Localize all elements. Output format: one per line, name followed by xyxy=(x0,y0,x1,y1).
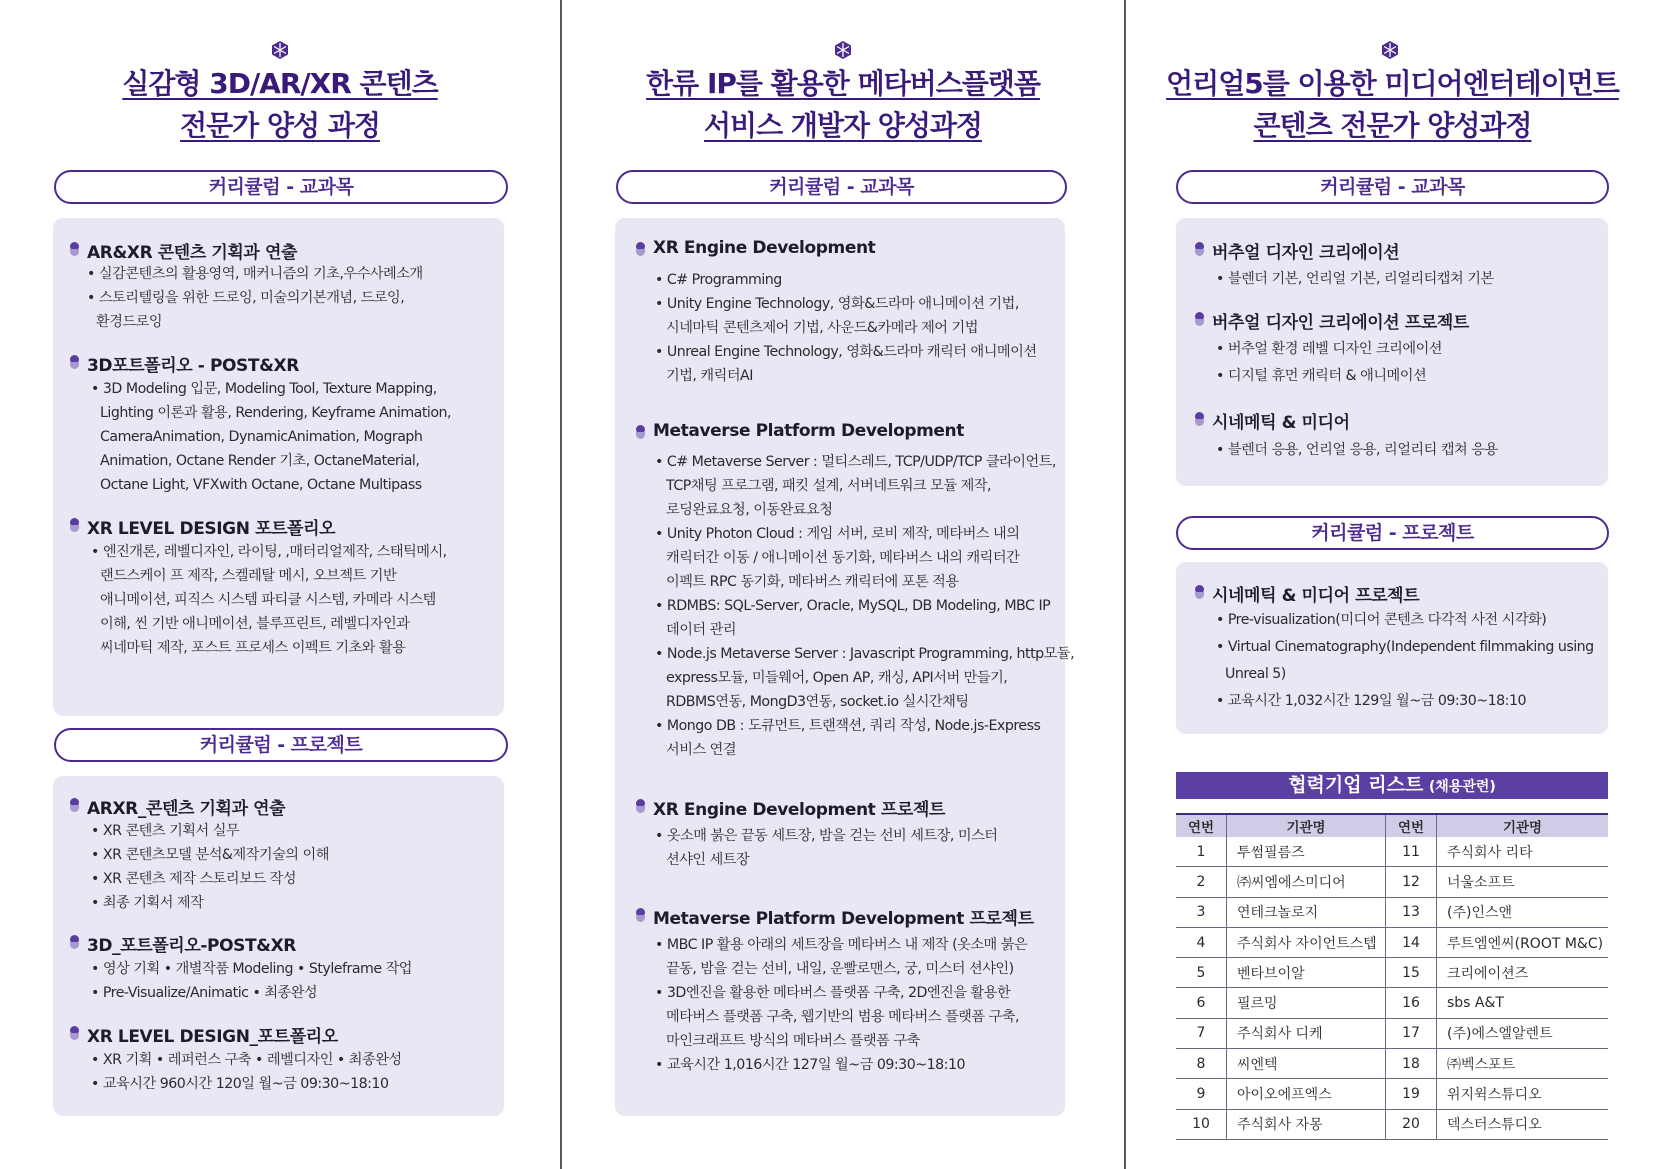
partner-name: (주)인스앤 xyxy=(1437,897,1609,927)
column-header: 연번 xyxy=(1176,814,1227,837)
table-row xyxy=(1176,988,1608,1018)
table-row xyxy=(1176,1049,1608,1079)
table-row xyxy=(1176,1018,1608,1048)
item-text: Animation, Octane Render 기초, OctaneMaterial, xyxy=(100,453,420,469)
item-text: • 교육시간 1,032시간 129일 월~금 09:30~18:10 xyxy=(1216,693,1527,709)
table-row xyxy=(1176,958,1608,988)
projects-box xyxy=(53,776,504,1116)
item-text: • 디지털 휴먼 캐릭터 & 애니메이션 xyxy=(1216,368,1427,384)
column-header: 연번 xyxy=(1386,814,1437,837)
partner-name: 투썸필름즈 xyxy=(1227,837,1386,867)
partner-number: 13 xyxy=(1386,897,1437,927)
table-row xyxy=(1176,927,1608,957)
partner-name: ㈜씨엠에스미디어 xyxy=(1227,867,1386,897)
partner-name: 필르밍 xyxy=(1227,988,1386,1018)
item-text: • 엔진개론, 레벨디자인, 라이팅, ,매터리얼제작, 스태틱메시, xyxy=(91,544,447,560)
item-text: • 영상 기획 • 개별작품 Modeling • Styleframe 작업 xyxy=(91,961,412,977)
course-title: 한류 IP를 활용한 메타버스플랫폼 서비스 개발자 양성과정 xyxy=(646,67,1040,142)
item-text: • 교육시간 960시간 120일 월~금 09:30~18:10 xyxy=(91,1076,389,1092)
subjects-box xyxy=(53,218,504,716)
partner-number: 1 xyxy=(1176,837,1227,867)
item-text: • XR 콘텐츠모델 분석&제작기술의 이해 xyxy=(91,847,329,863)
partner-name: 주식회사 자몽 xyxy=(1227,1109,1386,1139)
partner-number: 14 xyxy=(1386,927,1437,957)
item-text: TCP채팅 프로그램, 패킷 설계, 서버네트워크 모듈 제작, xyxy=(666,478,991,494)
item-text: • Pre-Visualize/Animatic • 최종완성 xyxy=(91,985,318,1001)
partner-name: 루트엠엔씨(ROOT M&C) xyxy=(1437,927,1609,957)
column-header: 기관명 xyxy=(1227,814,1386,837)
item-text: • Unreal Engine Technology, 영화&드라마 캐릭터 애니메이션 xyxy=(655,344,1037,360)
item-text: Unreal 5) xyxy=(1225,666,1286,682)
item-text: • XR 콘텐츠 기획서 실무 xyxy=(91,823,240,839)
partner-name: 주식회사 자이언트스텝 xyxy=(1227,927,1386,957)
column-header: 기관명 xyxy=(1437,814,1609,837)
partner-number: 12 xyxy=(1386,867,1437,897)
section-heading: 시네메틱 & 미디어 xyxy=(1212,408,1350,433)
item-text: 데이터 관리 xyxy=(666,622,737,638)
course-column-1 xyxy=(0,0,560,1169)
partner-number: 10 xyxy=(1176,1109,1227,1139)
section-heading: Metaverse Platform Development 프로젝트 xyxy=(653,904,1034,929)
section-heading: 시네메틱 & 미디어 프로젝트 xyxy=(1212,581,1419,606)
item-text: • 최종 기획서 제작 xyxy=(91,895,204,911)
item-text: Lighting 이론과 활용, Rendering, Keyframe Animation, xyxy=(100,405,452,421)
item-text: • 스토리텔링을 위한 드로잉, 미술의기본개념, 드로잉, xyxy=(87,290,405,306)
partner-number: 15 xyxy=(1386,958,1437,988)
section-heading: 3D_포트폴리오-POST&XR xyxy=(87,931,296,956)
item-text: • 교육시간 1,016시간 127일 월~금 09:30~18:10 xyxy=(655,1057,966,1073)
table-row xyxy=(1176,867,1608,897)
curriculum-projects-pill: 커리큘럼 - 프로젝트 xyxy=(54,728,508,762)
curriculum-projects-pill: 커리큘럼 - 프로젝트 xyxy=(1176,516,1609,550)
section-heading: 버추얼 디자인 크리에이션 프로젝트 xyxy=(1212,308,1469,333)
section-heading: Metaverse Platform Development xyxy=(653,421,964,441)
partner-number: 7 xyxy=(1176,1018,1227,1048)
partner-number: 11 xyxy=(1386,837,1437,867)
item-text: • 블렌더 응용, 언리얼 응용, 리얼리티 캡쳐 응용 xyxy=(1216,442,1498,458)
table-row xyxy=(1176,837,1608,867)
item-text: 씨네마틱 제작, 포스트 프로세스 이펙트 기초와 활용 xyxy=(100,640,406,656)
partner-number: 4 xyxy=(1176,927,1227,957)
item-text: RDBMS연동, MongD3연동, socket.io 실시간채팅 xyxy=(666,694,969,710)
partner-name: 아이오에프엑스 xyxy=(1227,1079,1386,1109)
curriculum-subjects-pill: 커리큘럼 - 교과목 xyxy=(616,170,1067,204)
item-text: 서비스 연결 xyxy=(666,742,737,758)
partner-name: 덱스터스튜디오 xyxy=(1437,1109,1609,1139)
partner-name: 너울소프트 xyxy=(1437,867,1609,897)
item-text: 마인크래프트 방식의 메타버스 플랫폼 구축 xyxy=(666,1033,920,1049)
item-text: • XR 기획 • 레퍼런스 구축 • 레벨디자인 • 최종완성 xyxy=(91,1052,402,1068)
partner-name: 크리에이션즈 xyxy=(1437,958,1609,988)
partner-number: 18 xyxy=(1386,1049,1437,1079)
section-heading: XR Engine Development xyxy=(653,238,876,258)
item-text: 기법, 캐릭터AI xyxy=(666,368,753,384)
subjects-box xyxy=(1176,218,1608,486)
partner-name: 벤타브이알 xyxy=(1227,958,1386,988)
partner-number: 16 xyxy=(1386,988,1437,1018)
table-header-row xyxy=(1176,814,1608,837)
emblem-icon xyxy=(270,40,290,60)
emblem-icon xyxy=(833,40,853,60)
partner-number: 19 xyxy=(1386,1079,1437,1109)
partner-name: 주식회사 리타 xyxy=(1437,837,1609,867)
item-text: • Pre-visualization(미디어 콘텐츠 다각적 사전 시각화) xyxy=(1216,612,1547,628)
item-text: • 버추얼 환경 레벨 디자인 크리에이션 xyxy=(1216,341,1442,357)
item-text: • 실감콘텐츠의 활용영역, 매커니즘의 기초,우수사례소개 xyxy=(87,266,423,282)
partners-header xyxy=(1176,772,1608,799)
table-row xyxy=(1176,1079,1608,1109)
section-heading: 버추얼 디자인 크리에이션 xyxy=(1212,238,1399,263)
course-title: 실감형 3D/AR/XR 콘텐츠 전문가 양성 과정 xyxy=(122,67,438,142)
item-text: express모듈, 미들웨어, Open AP, 캐싱, API서버 만들기, xyxy=(666,670,1008,686)
table-row xyxy=(1176,1109,1608,1139)
item-text: • RDMBS: SQL-Server, Oracle, MySQL, DB Modeling, MBC IP xyxy=(655,598,1051,614)
item-text: 메타버스 플랫폼 구축, 웹기반의 범용 메타버스 플랫폼 구축, xyxy=(666,1009,1020,1025)
partner-name: sbs A&T xyxy=(1437,988,1609,1018)
item-text: • 3D엔진을 활용한 메타버스 플랫폼 구축, 2D엔진을 활용한 xyxy=(655,985,1011,1001)
item-text: 애니메이션, 피직스 시스템 파티클 시스템, 카메라 시스템 xyxy=(100,592,436,608)
table-row xyxy=(1176,897,1608,927)
item-text: CameraAnimation, DynamicAnimation, Mograph xyxy=(100,429,423,445)
item-text: 션샤인 세트장 xyxy=(666,852,750,868)
partner-number: 20 xyxy=(1386,1109,1437,1139)
section-heading: XR LEVEL DESIGN_포트폴리오 xyxy=(87,1022,338,1047)
partner-number: 8 xyxy=(1176,1049,1227,1079)
course-title: 언리얼5를 이용한 미디어엔터테이먼트 콘텐츠 전문가 양성과정 xyxy=(1166,67,1619,142)
item-text: • 옷소매 붉은 끝동 세트장, 밤을 걷는 선비 세트장, 미스터 xyxy=(655,828,998,844)
item-text: 이해, 씬 기반 애니메이션, 블루프린트, 레벨디자인과 xyxy=(100,616,410,632)
item-text: • 3D Modeling 입문, Modeling Tool, Texture Mapping, xyxy=(91,381,437,397)
item-text: • Virtual Cinematography(Independent filmmaking using xyxy=(1216,639,1594,655)
partner-name: (주)에스엘알렌트 xyxy=(1437,1018,1609,1048)
item-text: • C# Programming xyxy=(655,272,782,288)
item-text: • Mongo DB : 도큐먼트, 트랜잭션, 쿼리 작성, Node.js-Express xyxy=(655,718,1041,734)
partner-number: 9 xyxy=(1176,1079,1227,1109)
partner-number: 2 xyxy=(1176,867,1227,897)
section-heading: XR Engine Development 프로젝트 xyxy=(653,795,945,820)
course-column-2 xyxy=(562,0,1124,1169)
item-text: 이펙트 RPC 동기화, 메타버스 캐릭터에 포톤 적용 xyxy=(666,574,959,590)
partner-name: 씨엔텍 xyxy=(1227,1049,1386,1079)
emblem-icon xyxy=(1380,40,1400,60)
partners-title: 협력기업 리스트 xyxy=(1288,774,1424,796)
curriculum-subjects-pill: 커리큘럼 - 교과목 xyxy=(1176,170,1609,204)
item-text: • Unity Photon Cloud : 게임 서버, 로비 제작, 메타버스 내의 xyxy=(655,526,1020,542)
partners-subtitle: (채용관련) xyxy=(1428,779,1496,795)
item-text: • Unity Engine Technology, 영화&드라마 애니메이션 기법, xyxy=(655,296,1019,312)
item-text: 로딩완료요청, 이동완료요청 xyxy=(666,502,833,518)
item-text: • Node.js Metaverse Server : Javascript Programming, http모듈, xyxy=(655,646,1075,662)
section-heading: AR&XR 콘텐츠 기획과 연출 xyxy=(87,238,297,263)
partner-number: 5 xyxy=(1176,958,1227,988)
partner-name: 주식회사 디케 xyxy=(1227,1018,1386,1048)
item-text: • C# Metaverse Server : 멀티스레드, TCP/UDP/TCP 클라이언트, xyxy=(655,454,1056,470)
course-column-3 xyxy=(1126,0,1659,1169)
item-text: 환경드로잉 xyxy=(96,314,163,330)
item-text: 끝동, 밤을 걷는 선비, 내일, 운빨로맨스, 궁, 미스터 션샤인) xyxy=(666,961,1014,977)
item-text: • 블렌더 기본, 언리얼 기본, 리얼리티캡쳐 기본 xyxy=(1216,271,1494,287)
partner-name: 위지윅스튜디오 xyxy=(1437,1079,1609,1109)
partner-number: 3 xyxy=(1176,897,1227,927)
section-heading: XR LEVEL DESIGN 포트폴리오 xyxy=(87,514,335,539)
item-text: 시네마틱 콘텐츠제어 기법, 사운드&카메라 제어 기법 xyxy=(666,320,978,336)
item-text: Octane Light, VFXwith Octane, Octane Multipass xyxy=(100,477,422,493)
item-text: • XR 콘텐츠 제작 스토리보드 작성 xyxy=(91,871,296,887)
section-heading: 3D포트폴리오 - POST&XR xyxy=(87,351,299,376)
item-text: 캐릭터간 이동 / 애니메이션 동기화, 메타버스 내의 캐릭터간 xyxy=(666,550,1020,566)
partner-name: ㈜벡스포트 xyxy=(1437,1049,1609,1079)
item-text: 랜드스케이 프 제작, 스켈레탈 메시, 오브젝트 기반 xyxy=(100,568,397,584)
partner-name: 연테크놀로지 xyxy=(1227,897,1386,927)
curriculum-subjects-pill: 커리큘럼 - 교과목 xyxy=(54,170,508,204)
partners-table xyxy=(1176,813,1608,1140)
subjects-box xyxy=(615,218,1075,1116)
projects-box xyxy=(1176,562,1608,734)
item-text: • MBC IP 활용 아래의 세트장을 메타버스 내 제작 (옷소매 붉은 xyxy=(655,937,1028,953)
partner-number: 6 xyxy=(1176,988,1227,1018)
partner-number: 17 xyxy=(1386,1018,1437,1048)
section-heading: ARXR_콘텐츠 기획과 연출 xyxy=(87,794,285,819)
